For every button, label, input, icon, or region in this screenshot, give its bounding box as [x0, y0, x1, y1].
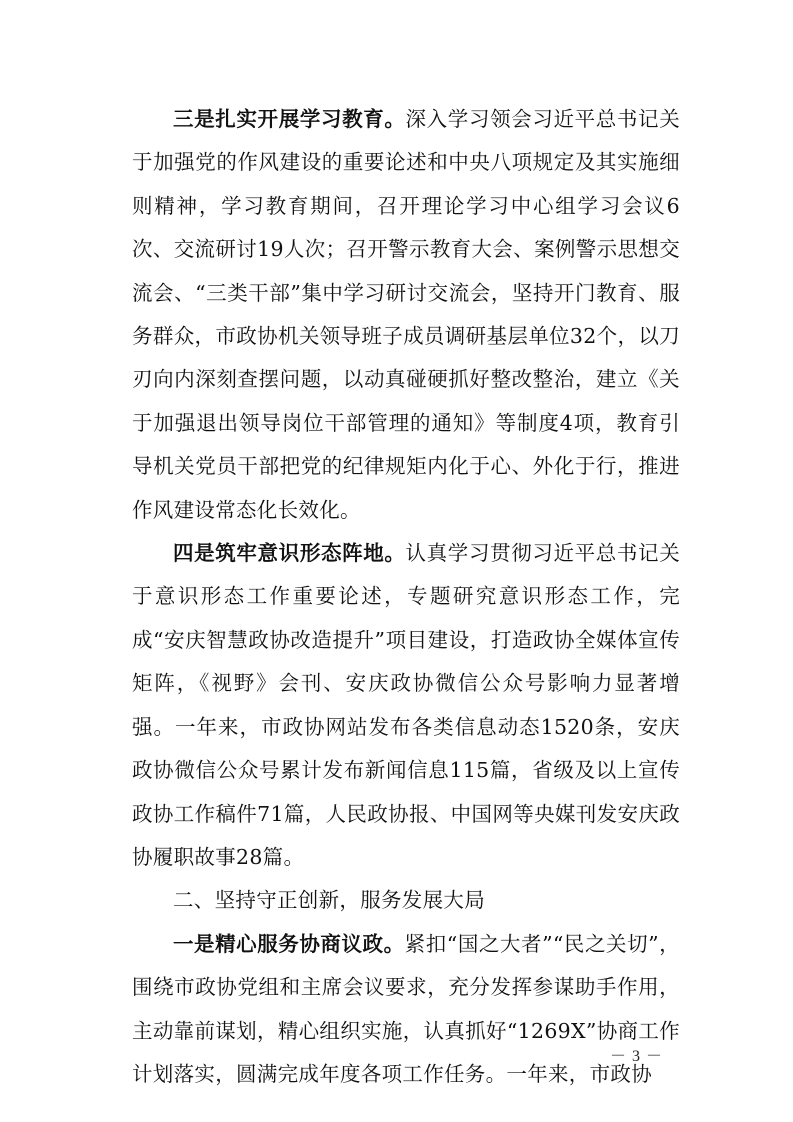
section-heading: 二、坚持守正创新，服务发展大局	[173, 888, 485, 913]
paragraph-lead: 三是扎实开展学习教育。	[173, 107, 406, 131]
paragraph-lead: 四是筑牢意识形态阵地。	[173, 541, 406, 566]
paragraph-text: 认真学习贯彻习近平总书记关于意识形态工作重要论述，专题研究意识形态工作，完成“安庆智慧政协改造提升”项目建设，打造政协全媒体宣传矩阵，《视野》会刊、安庆政协微信公众号影响力显著增强。一年来，市政协网站发布各类信息动态1520条，安庆政协微信公众号累计发布新闻信息115篇，省级及以上宣传政协工作稿件71篇，人民政协报、中国网等央媒刊发安庆政协履职故事28篇。	[132, 541, 680, 869]
paragraph-consultation	[132, 923, 680, 1097]
document-body	[132, 98, 680, 1096]
paragraph-text: 深入学习领会习近平总书记关于加强党的作风建设的重要论述和中央八项规定及其实施细则精神，学习教育期间，召开理论学习中心组学习会议6次、交流研讨19人次；召开警示教育大会、案例警示思想交流会、“三类干部”集中学习研讨交流会，坚持开门教育、服务群众，市政协机关领导班子成员调研基层单位32个，以刀刃向内深刻查摆问题，以动真碰硬抓好整改整治，建立《关于加强退出领导岗位干部管理的通知》等制度4项，教育引导机关党员干部把党的纪律规矩内化于心、外化于行，推进作风建设常态化长效化。	[132, 107, 680, 522]
paragraph-lead: 一是精心服务协商议政。	[173, 931, 405, 956]
paragraph-ideology-front	[132, 532, 680, 879]
paragraph-text: 紧扣“国之大者”“民之关切”，围绕市政协党组和主席会议要求，充分发挥参谋助手作用，主动靠前谋划，精心组织实施，认真抓好“1269X”协商工作计划落实，圆满完成年度各项工作任务。一年来，市政协	[132, 931, 680, 1086]
paragraph-learning-education	[132, 98, 680, 532]
page-number: － 3 －	[609, 1048, 663, 1065]
